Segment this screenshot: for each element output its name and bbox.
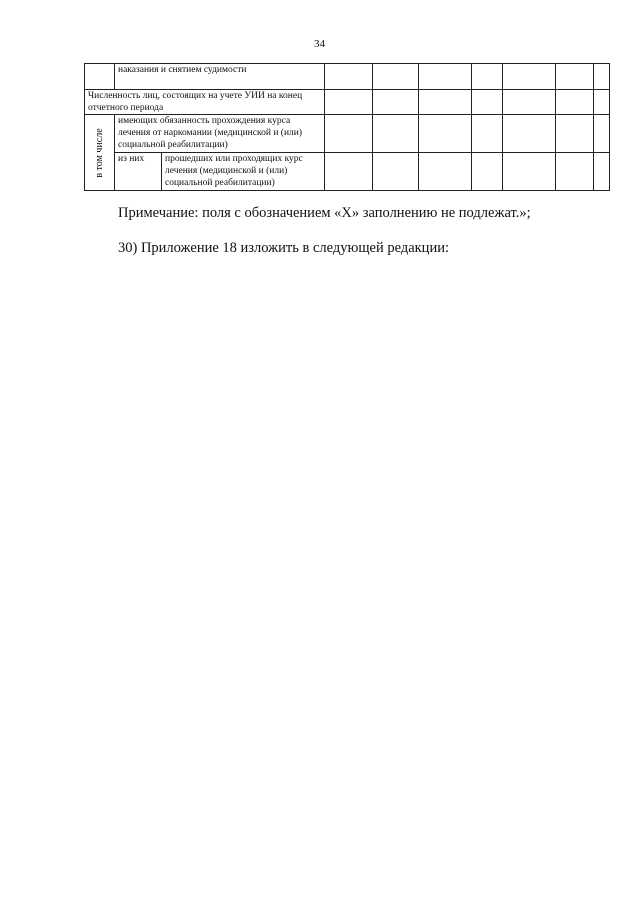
- row-label-obligated: имеющих обязанность прохождения курса лечения от наркомании (медицинской и (или) социальной реабилитации): [115, 115, 325, 153]
- table-row-punishment: [85, 64, 610, 90]
- table-row-count: [85, 90, 610, 115]
- value-cell: [594, 64, 610, 90]
- value-cell: [556, 115, 594, 153]
- instruction-paragraph: 30) Приложение 18 изложить в следующей редакции:: [118, 240, 449, 256]
- page-number: 34: [314, 38, 325, 50]
- value-cell: [556, 64, 594, 90]
- value-cell: [419, 115, 472, 153]
- value-cell: [503, 64, 556, 90]
- value-cell: [472, 153, 503, 191]
- value-cell: [419, 64, 472, 90]
- empty-cell: [85, 64, 115, 90]
- value-cell: [503, 90, 556, 115]
- value-cell: [503, 153, 556, 191]
- value-cell: [325, 90, 373, 115]
- value-cell: [419, 153, 472, 191]
- value-cell: [594, 90, 610, 115]
- value-cell: [325, 115, 373, 153]
- table-row-passed: [85, 153, 610, 191]
- value-cell: [594, 153, 610, 191]
- report-table: [84, 63, 610, 191]
- value-cell: [373, 115, 419, 153]
- value-cell: [325, 153, 373, 191]
- value-cell: [472, 115, 503, 153]
- table-row-obligated: [85, 115, 610, 153]
- including-label-cell: [85, 115, 115, 191]
- value-cell: [373, 153, 419, 191]
- row-label-count: Численность лиц, состоящих на учете УИИ на конец отчетного периода: [85, 90, 325, 115]
- of-them-label: из них: [115, 153, 162, 191]
- value-cell: [556, 153, 594, 191]
- note-paragraph: Примечание: поля с обозначением «X» заполнению не подлежат.»;: [118, 205, 531, 221]
- value-cell: [373, 64, 419, 90]
- value-cell: [556, 90, 594, 115]
- value-cell: [373, 90, 419, 115]
- value-cell: [325, 64, 373, 90]
- value-cell: [503, 115, 556, 153]
- row-label-punishment: наказания и снятием судимости: [115, 64, 325, 90]
- value-cell: [472, 90, 503, 115]
- value-cell: [594, 115, 610, 153]
- row-label-passed: прошедших или проходящих курс лечения (медицинской и (или) социальной реабилитации): [162, 153, 325, 191]
- value-cell: [419, 90, 472, 115]
- value-cell: [472, 64, 503, 90]
- including-label: в том числе: [93, 127, 105, 178]
